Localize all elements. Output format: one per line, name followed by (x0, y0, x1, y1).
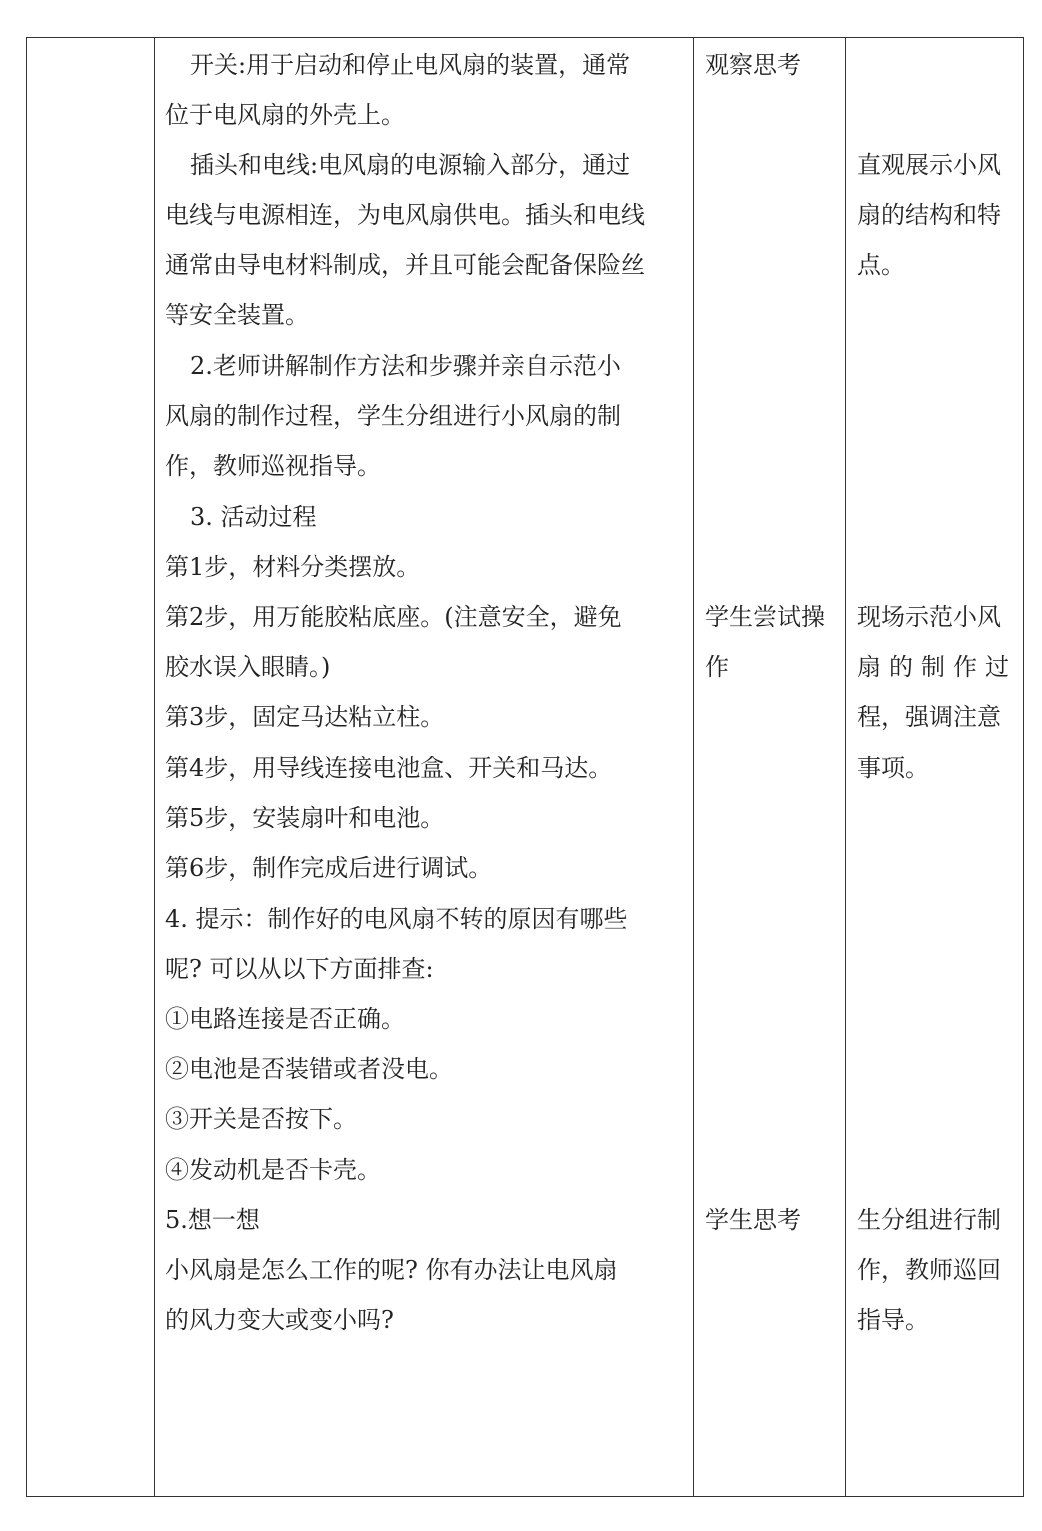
content-line: 第1步，材料分类摆放。 (165, 553, 421, 581)
intent-line: 程，强调注意 (857, 703, 1001, 731)
content-cell (154, 38, 693, 1496)
student-activity-cell (693, 38, 845, 1496)
intent-line (857, 652, 1009, 682)
content-line: 插头和电线:电风扇的电源输入部分，通过 (190, 151, 631, 179)
activity-observe: 观察思考 (705, 51, 801, 79)
lesson-table (26, 37, 1024, 1497)
content-line: 等安全装置。 (165, 301, 309, 329)
intent-line: 作，教师巡回 (857, 1256, 1001, 1284)
content-line: 胶水误入眼睛。) (165, 653, 331, 681)
content-line: ①电路连接是否正确。 (165, 1005, 405, 1033)
content-line: 第6步，制作完成后进行调试。 (165, 854, 493, 882)
content-line: 第4步，用导线连接电池盒、开关和马达。 (165, 754, 613, 782)
content-line: 呢? 可以从以下方面排查: (165, 955, 434, 983)
intent-line: 指导。 (857, 1306, 929, 1334)
content-line: 风扇的制作过程，学生分组进行小风扇的制 (165, 402, 621, 430)
intent-line-text: 扇的制作过 (857, 653, 1009, 681)
content-line: 小风扇是怎么工作的呢? 你有办法让电风扇 (165, 1256, 618, 1284)
intent-line: 点。 (857, 251, 905, 279)
intent-line: 扇的结构和特 (857, 201, 1001, 229)
design-intent-cell (845, 38, 1025, 1496)
content-line: 电线与电源相连，为电风扇供电。插头和电线 (165, 201, 645, 229)
content-line: 3. 活动过程 (190, 503, 317, 531)
content-line: 第5步，安装扇叶和电池。 (165, 804, 445, 832)
content-line: 2.老师讲解制作方法和步骤并亲自示范小 (190, 352, 621, 380)
content-line: ③开关是否按下。 (165, 1105, 357, 1133)
intent-line: 直观展示小风 (857, 151, 1001, 179)
content-line: 位于电风扇的外壳上。 (165, 101, 405, 129)
content-line: 第2步，用万能胶粘底座。(注意安全，避免 (165, 603, 622, 631)
intent-line: 现场示范小风 (857, 603, 1001, 631)
intent-line: 生分组进行制 (857, 1206, 1001, 1234)
content-line: 作，教师巡视指导。 (165, 452, 381, 480)
activity-try: 作 (705, 653, 729, 681)
content-line: ④发动机是否卡壳。 (165, 1156, 381, 1184)
activity-try: 学生尝试操 (705, 603, 825, 631)
content-line: 第3步，固定马达粘立柱。 (165, 703, 445, 731)
content-line: 通常由导电材料制成，并且可能会配备保险丝 (165, 251, 645, 279)
content-line: ②电池是否装错或者没电。 (165, 1055, 453, 1083)
content-line: 的风力变大或变小吗? (165, 1306, 394, 1334)
intent-line: 事项。 (857, 754, 929, 782)
content-line: 4. 提示：制作好的电风扇不转的原因有哪些 (165, 905, 628, 933)
stage-cell (27, 38, 154, 1496)
activity-think: 学生思考 (705, 1206, 801, 1234)
content-line: 开关:用于启动和停止电风扇的装置，通常 (190, 51, 631, 79)
content-line: 5.想一想 (165, 1206, 260, 1234)
